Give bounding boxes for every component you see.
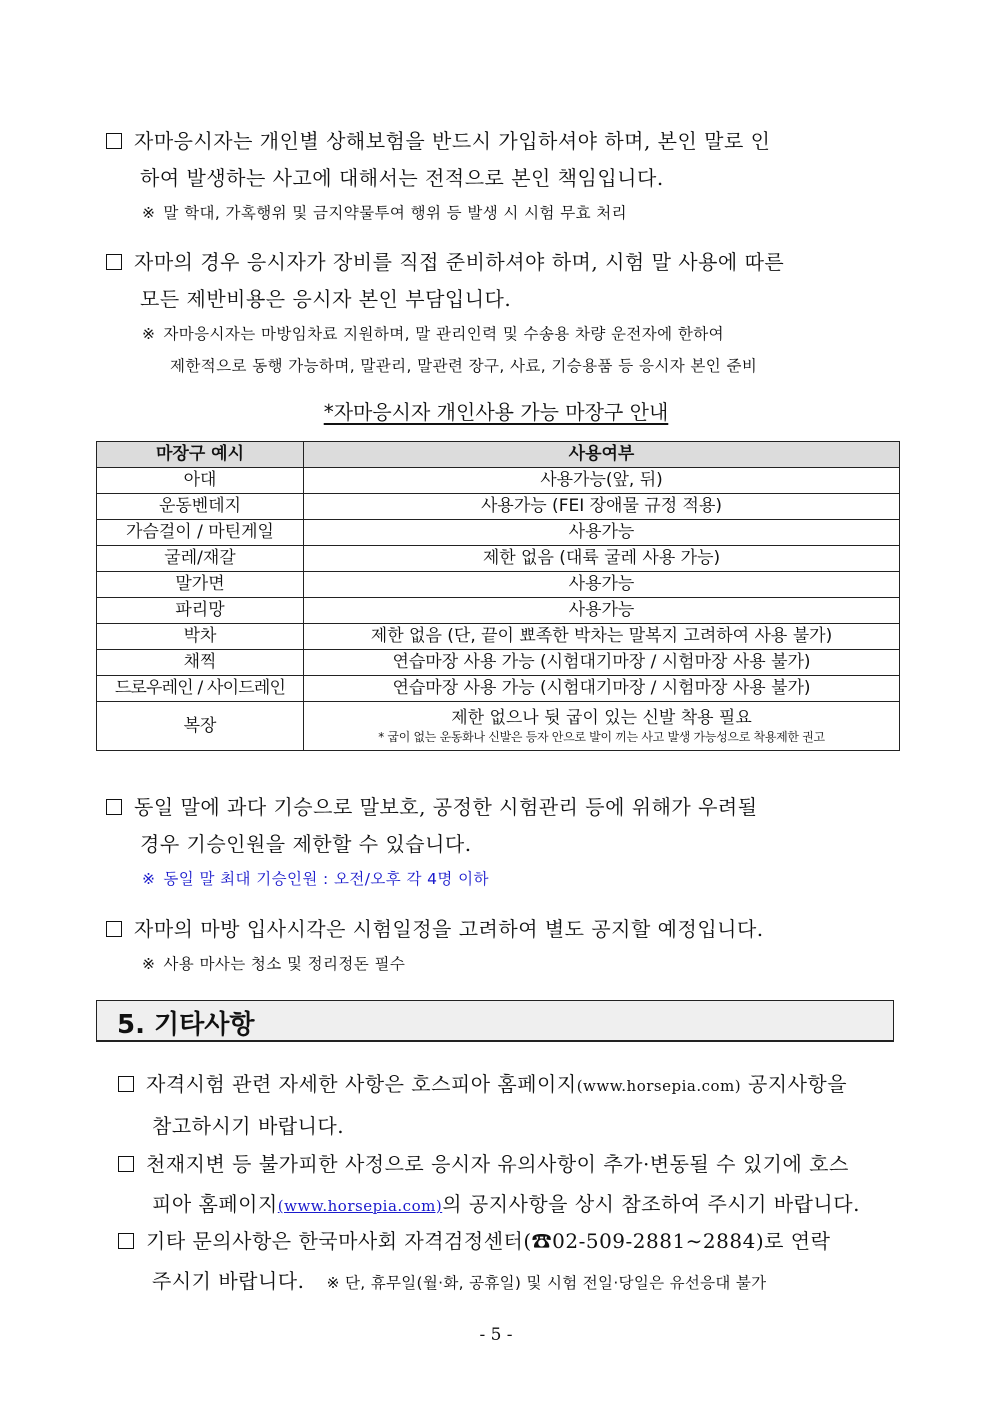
table-row: 굴레/재갈 제한 없음 (대륙 굴레 사용 가능) [97,546,900,572]
note-phone-unavailable: ※ 단, 휴무일(월·화, 공휴일) 및 시험 전일·당일은 유선응대 불가 [326,1274,767,1292]
note-max-riders: ※ 동일 말 최대 기승인원 : 오전/오후 각 4명 이하 [142,870,489,888]
table-caption: *자마응시자 개인사용 가능 마장구 안내 [323,400,669,424]
table-row-attire: 복장 제한 없으나 뒷 굽이 있는 신발 착용 필요 * 굽이 없는 운동화나 신발은 등자 안으로 발이 끼는 사고 발생 가능성으로 착용제한 권고 [97,702,900,751]
checkbox-square-icon [118,1076,134,1092]
column-header-usage: 사용여부 [304,442,900,468]
checkbox-square-icon [106,799,122,815]
checkbox-square-icon [106,133,122,149]
note-stable-support: ※ 자마응시자는 마방임차료 지원하며, 말 관리인력 및 수송용 차량 운전자에 한하여 제한적으로 동행 가능하며, 말관리, 말관련 장구, 사료, 기승용품 등 응시자 본인 준비 [142,325,758,375]
checkbox-square-icon [106,254,122,270]
checkbox-square-icon [106,921,122,937]
tack-usage-table [96,441,900,751]
checkbox-square-icon [118,1233,134,1249]
checkbox-square-icon [118,1156,134,1172]
notice-item-insurance: 자마응시자는 개인별 상해보험을 반드시 가입하셔야 하며, 본인 말로 인 하여 발생하는 사고에 대해서는 전적으로 본인 책임입니다. [106,123,896,197]
horsepia-link[interactable]: (www.horsepia.com) [277,1197,443,1215]
notice-item-contact: 기타 문의사항은 한국마사회 자격검정센터(☎02-509-2881∼2884)로 연락 주시기 바랍니다. ※ 단, 휴무일(월·화, 공휴일) 및 시험 전일·당일은 유선응대 불가 [118,1221,898,1303]
notice-item-changes: 천재지변 등 불가피한 사정으로 응시자 유의사항이 추가·변동될 수 있기에 호스 피아 홈페이지(www.horsepia.com)의 공지사항을 상시 참조하여 주시기 바랍니다. [118,1144,898,1226]
page-number: - 5 - [479,1325,513,1345]
table-row: 파리망 사용가능 [97,598,900,624]
table-row: 아대 사용가능(앞, 뒤) [97,468,900,494]
note-stable-cleaning: ※ 사용 마사는 청소 및 정리정돈 필수 [142,955,406,973]
table-row: 채찍 연습마장 사용 가능 (시험대기마장 / 시험마장 사용 불가) [97,650,900,676]
table-row: 가슴걸이 / 마틴게일 사용가능 [97,520,900,546]
notice-item-rider-limit: 동일 말에 과다 기승으로 말보호, 공정한 시험관리 등에 위해가 우려될 경우 기승인원을 제한할 수 있습니다. [106,789,896,863]
notice-item-equipment: 자마의 경우 응시자가 장비를 직접 준비하셔야 하며, 시험 말 사용에 따른 모든 제반비용은 응시자 본인 부담입니다. [106,244,896,318]
table-row: 말가면 사용가능 [97,572,900,598]
column-header-tack: 마장구 예시 [97,442,304,468]
table-row: 운동벤데지 사용가능 (FEI 장애물 규정 적용) [97,494,900,520]
notice-item-homepage: 자격시험 관련 자세한 사항은 호스피아 홈페이지(www.horsepia.com) 공지사항을 참고하시기 바랍니다. [118,1064,898,1146]
table-row: 박차 제한 없음 (단, 끝이 뾰족한 박차는 말복지 고려하여 사용 불가) [97,624,900,650]
section-header-other: 5. 기타사항 [96,1000,894,1042]
note-test-invalidation: ※ 말 학대, 가혹행위 및 금지약물투여 행위 등 발생 시 시험 무효 처리 [142,204,628,222]
table-header-row [97,442,900,468]
notice-item-stable-entry: 자마의 마방 입사시각은 시험일정을 고려하여 별도 공지할 예정입니다. [106,911,896,948]
table-row: 드로우레인 / 사이드레인 연습마장 사용 가능 (시험대기마장 / 시험마장 사용 불가) [97,676,900,702]
